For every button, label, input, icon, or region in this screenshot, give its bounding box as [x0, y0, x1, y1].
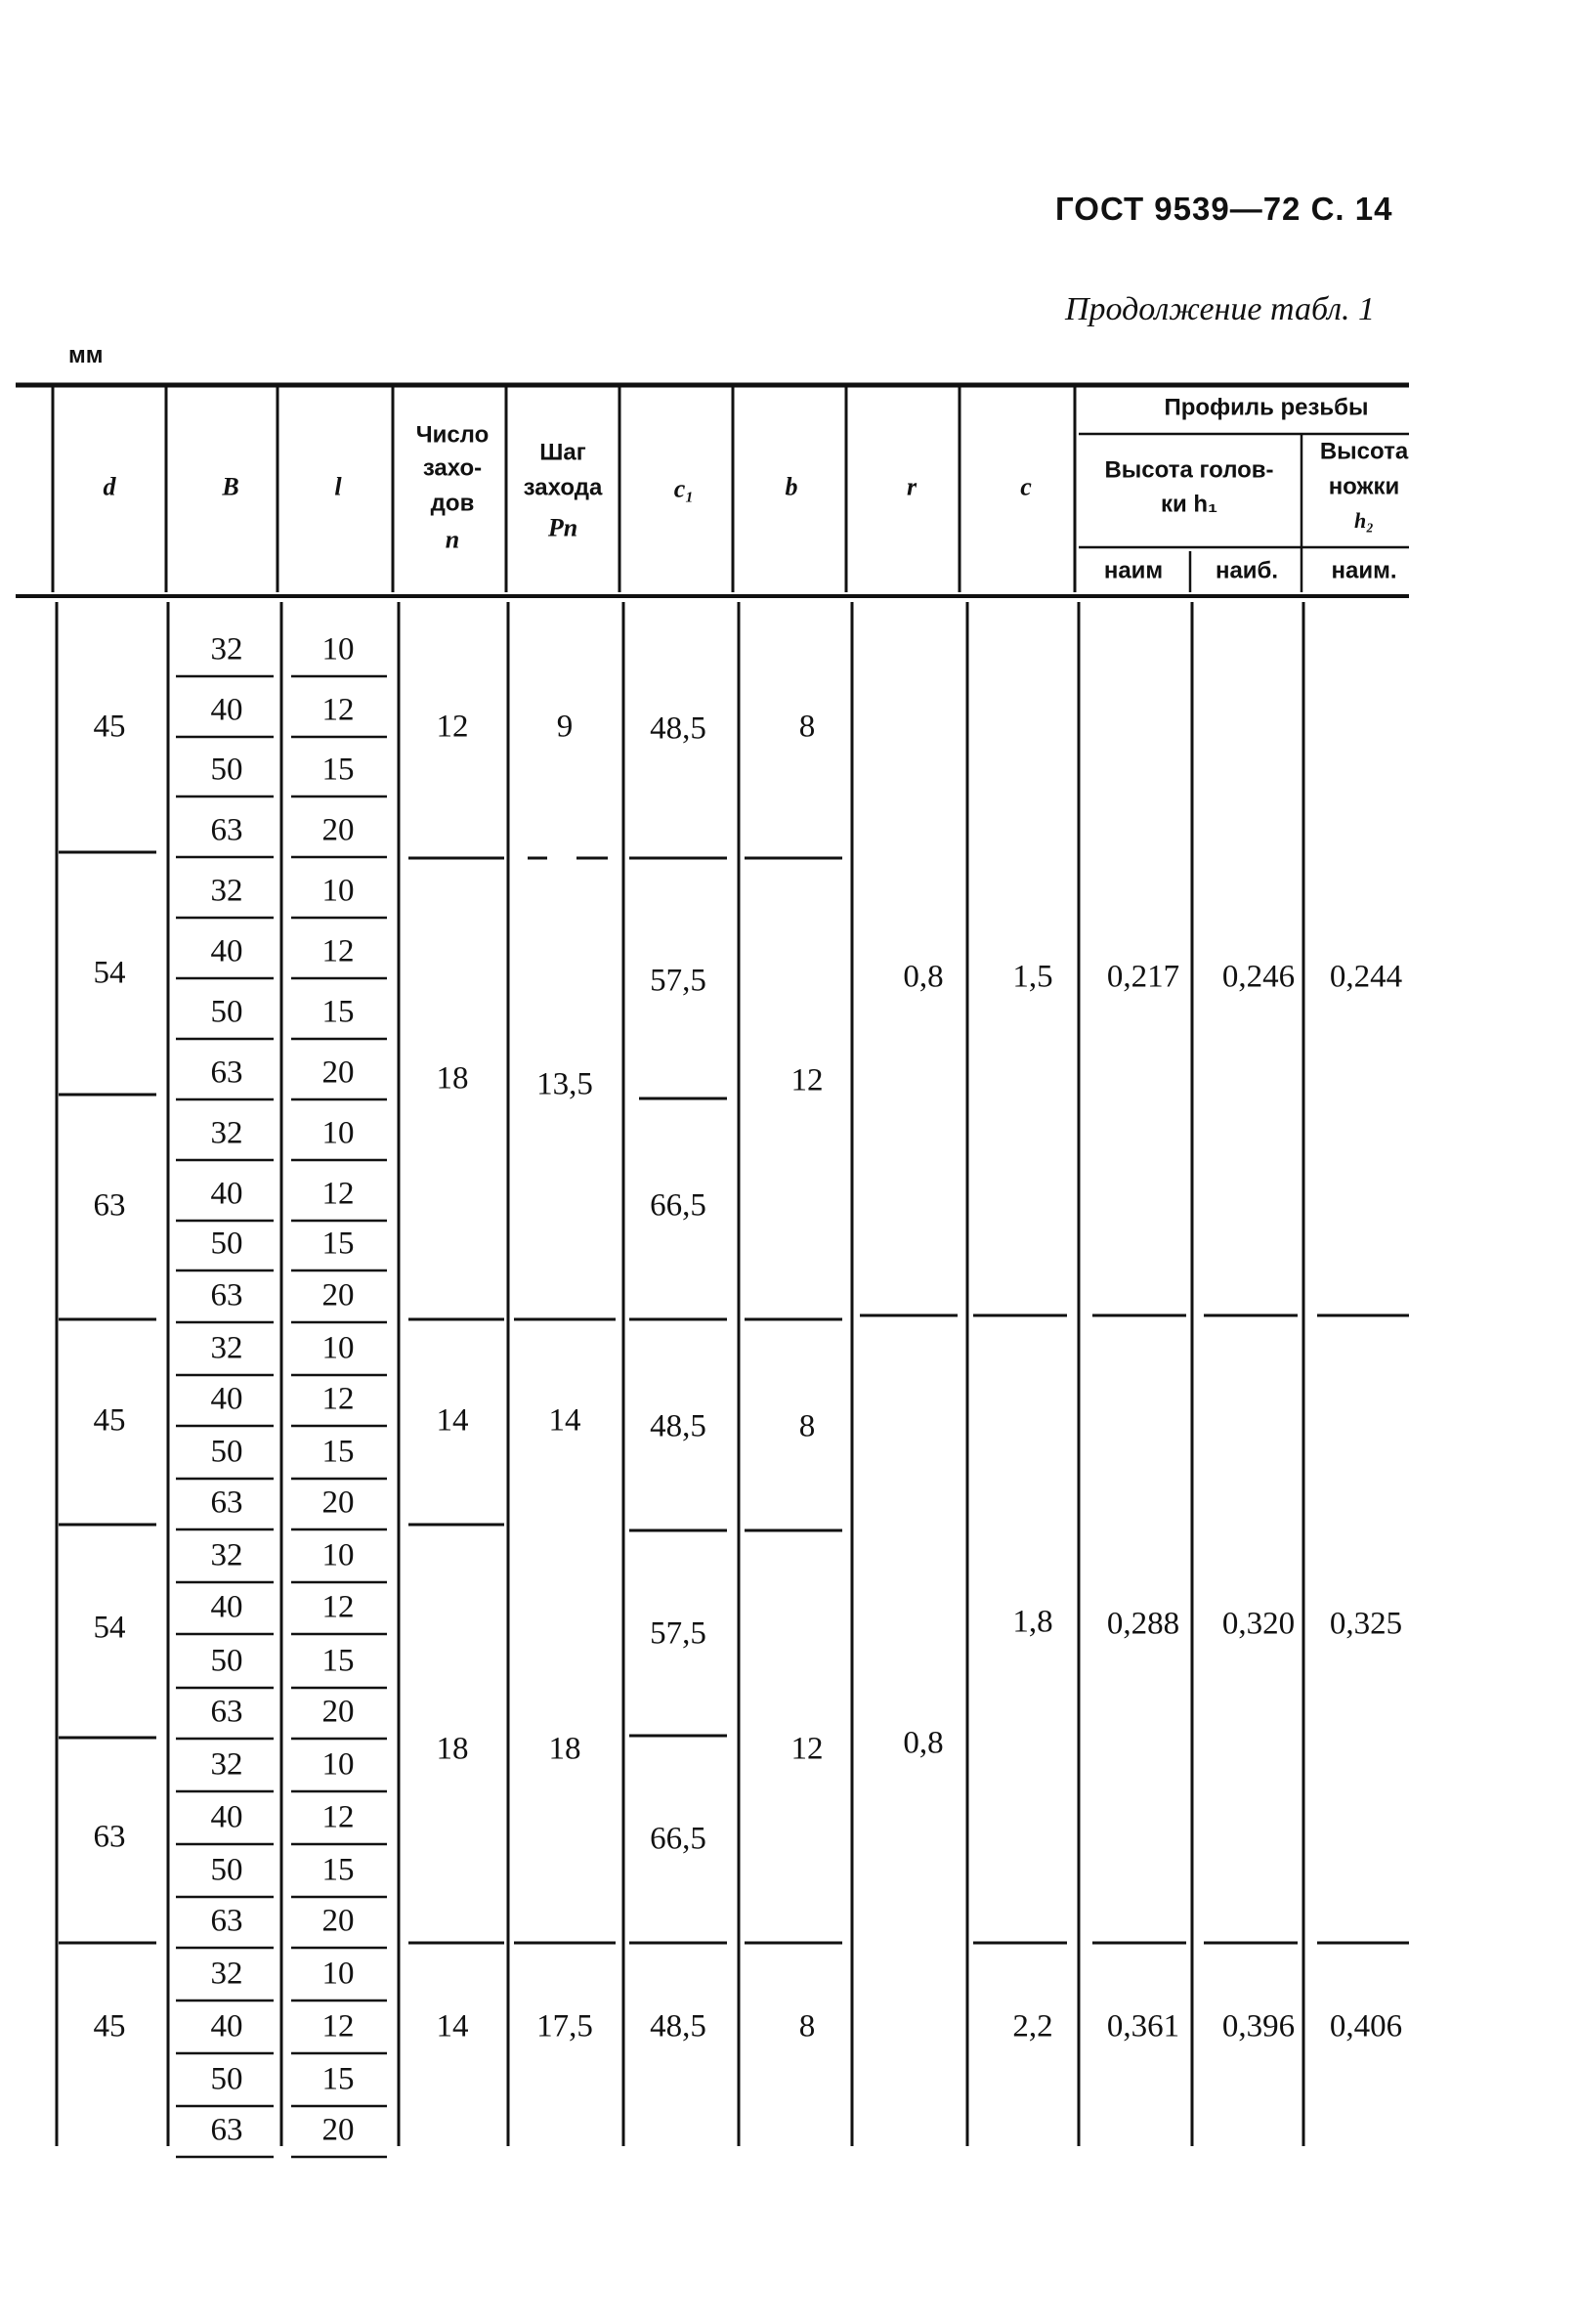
cell-B: 32: [210, 631, 243, 667]
cell-l: 20: [321, 1485, 355, 1521]
cell-B: 63: [210, 1277, 243, 1313]
cell-B: 50: [210, 994, 243, 1030]
header-h2-line2: ножки: [1328, 473, 1400, 500]
cell-B: 40: [210, 933, 243, 969]
cell-l: 10: [321, 873, 355, 909]
cell-l: 10: [321, 1746, 355, 1783]
cell-h2-min: 0,244: [1329, 959, 1403, 995]
header-l: l: [334, 472, 342, 501]
cell-l: 10: [321, 1330, 355, 1366]
table-continuation-label: Продолжение табл. 1: [1065, 291, 1376, 327]
cell-l: 12: [321, 692, 355, 728]
cell-B: 50: [210, 1852, 243, 1888]
header-r: r: [906, 472, 918, 501]
cell-B: 40: [210, 1176, 243, 1212]
cell-d: 54: [93, 1610, 126, 1646]
cell-l: 15: [321, 1643, 355, 1679]
cell-l: 20: [321, 1054, 355, 1091]
cell-c1: 57,5: [650, 1615, 706, 1652]
cell-B: 40: [210, 1381, 243, 1417]
cell-P: 13,5: [536, 1066, 593, 1102]
header-h1-line1: Высота голов-: [1104, 456, 1274, 484]
cell-c1: 48,5: [650, 710, 706, 747]
cell-c1: 48,5: [650, 2008, 706, 2044]
cell-l: 10: [321, 631, 355, 667]
cell-P: 17,5: [536, 2008, 593, 2044]
cell-c: 1,5: [1012, 959, 1053, 995]
cell-P: 18: [548, 1731, 581, 1767]
header-min-h2: наим.: [1331, 557, 1397, 584]
cell-l: 12: [321, 2008, 355, 2044]
unit-label: мм: [68, 342, 104, 368]
cell-h1-min: 0,288: [1106, 1606, 1180, 1642]
cell-l: 15: [321, 1226, 355, 1262]
cell-h1-min: 0,361: [1106, 2008, 1180, 2044]
cell-c: 1,8: [1012, 1604, 1053, 1640]
cell-d: 63: [93, 1819, 126, 1855]
cell-B: 32: [210, 873, 243, 909]
cell-B: 32: [210, 1537, 243, 1573]
cell-h1-max: 0,396: [1221, 2008, 1296, 2044]
cell-d: 63: [93, 1187, 126, 1224]
header-max-h1: наиб.: [1215, 557, 1279, 584]
cell-c1: 66,5: [650, 1821, 706, 1857]
cell-B: 63: [210, 812, 243, 848]
cell-l: 12: [321, 1176, 355, 1212]
cell-l: 15: [321, 752, 355, 788]
cell-l: 10: [321, 1956, 355, 1992]
cell-B: 32: [210, 1746, 243, 1783]
cell-l: 15: [321, 1434, 355, 1470]
cell-l: 15: [321, 1852, 355, 1888]
cell-l: 12: [321, 933, 355, 969]
header-b: b: [785, 472, 798, 501]
cell-B: 40: [210, 1589, 243, 1625]
header-h1-line2: ки h₁: [1160, 491, 1218, 518]
document-header: ГОСТ 9539—72 С. 14: [1055, 191, 1393, 227]
cell-B: 40: [210, 1799, 243, 1835]
cell-B: 50: [210, 1226, 243, 1262]
cell-B: 50: [210, 2061, 243, 2097]
cell-B: 32: [210, 1956, 243, 1992]
cell-B: 63: [210, 1694, 243, 1730]
cell-B: 40: [210, 2008, 243, 2044]
cell-n: 18: [436, 1731, 469, 1767]
cell-r: 0,8: [903, 1725, 944, 1761]
cell-c1: 57,5: [650, 963, 706, 999]
header-d: d: [103, 472, 116, 501]
header-n-line2: захо-: [422, 454, 483, 482]
cell-B: 50: [210, 752, 243, 788]
cell-h1-min: 0,217: [1106, 959, 1180, 995]
cell-c1: 66,5: [650, 1187, 706, 1224]
cell-B: 63: [210, 1485, 243, 1521]
cell-h1-max: 0,320: [1221, 1606, 1296, 1642]
cell-P: 14: [548, 1402, 581, 1439]
cell-B: 50: [210, 1643, 243, 1679]
cell-l: 20: [321, 2112, 355, 2148]
header-n-line4: n: [445, 525, 460, 554]
cell-n: 12: [436, 709, 469, 745]
cell-h2-min: 0,406: [1329, 2008, 1403, 2044]
header-c: c: [1020, 472, 1032, 501]
cell-B: 40: [210, 692, 243, 728]
cell-B: 63: [210, 1903, 243, 1939]
cell-d: 45: [93, 1402, 126, 1439]
cell-n: 18: [436, 1060, 469, 1097]
cell-d: 54: [93, 955, 126, 991]
cell-B: 63: [210, 2112, 243, 2148]
cell-l: 20: [321, 1694, 355, 1730]
header-profile: Профиль резьбы: [1164, 394, 1369, 421]
header-h2-line3: h₂: [1354, 507, 1374, 533]
cell-c: 2,2: [1012, 2008, 1053, 2044]
header-n-line3: дов: [430, 490, 475, 517]
cell-r: 0,8: [903, 959, 944, 995]
cell-b: 12: [790, 1062, 824, 1098]
cell-h2-min: 0,325: [1329, 1606, 1403, 1642]
header-c1: c₁: [673, 474, 695, 503]
header-min-h1: наим: [1103, 557, 1164, 584]
cell-l: 12: [321, 1589, 355, 1625]
cell-B: 50: [210, 1434, 243, 1470]
cell-d: 45: [93, 2008, 126, 2044]
cell-b: 8: [798, 709, 816, 745]
cell-l: 12: [321, 1381, 355, 1417]
cell-B: 32: [210, 1115, 243, 1151]
cell-h1-max: 0,246: [1221, 959, 1296, 995]
cell-n: 14: [436, 1402, 469, 1439]
header-n-line1: Число: [415, 421, 490, 449]
cell-l: 12: [321, 1799, 355, 1835]
cell-b: 8: [798, 2008, 816, 2044]
header-B: B: [222, 472, 239, 501]
cell-l: 15: [321, 994, 355, 1030]
cell-B: 63: [210, 1054, 243, 1091]
cell-n: 14: [436, 2008, 469, 2044]
cell-l: 10: [321, 1537, 355, 1573]
cell-l: 20: [321, 1903, 355, 1939]
cell-b: 8: [798, 1408, 816, 1444]
header-P-line2: захода: [523, 474, 603, 501]
cell-l: 15: [321, 2061, 355, 2097]
cell-l: 20: [321, 1277, 355, 1313]
header-P-line3: Pn: [547, 513, 578, 542]
cell-d: 45: [93, 709, 126, 745]
cell-l: 10: [321, 1115, 355, 1151]
cell-b: 12: [790, 1731, 824, 1767]
cell-c1: 48,5: [650, 1408, 706, 1444]
cell-l: 20: [321, 812, 355, 848]
cell-B: 32: [210, 1330, 243, 1366]
header-h2-line1: Высота: [1319, 438, 1409, 465]
header-P-line1: Шаг: [539, 439, 586, 466]
cell-P: 9: [556, 709, 574, 745]
